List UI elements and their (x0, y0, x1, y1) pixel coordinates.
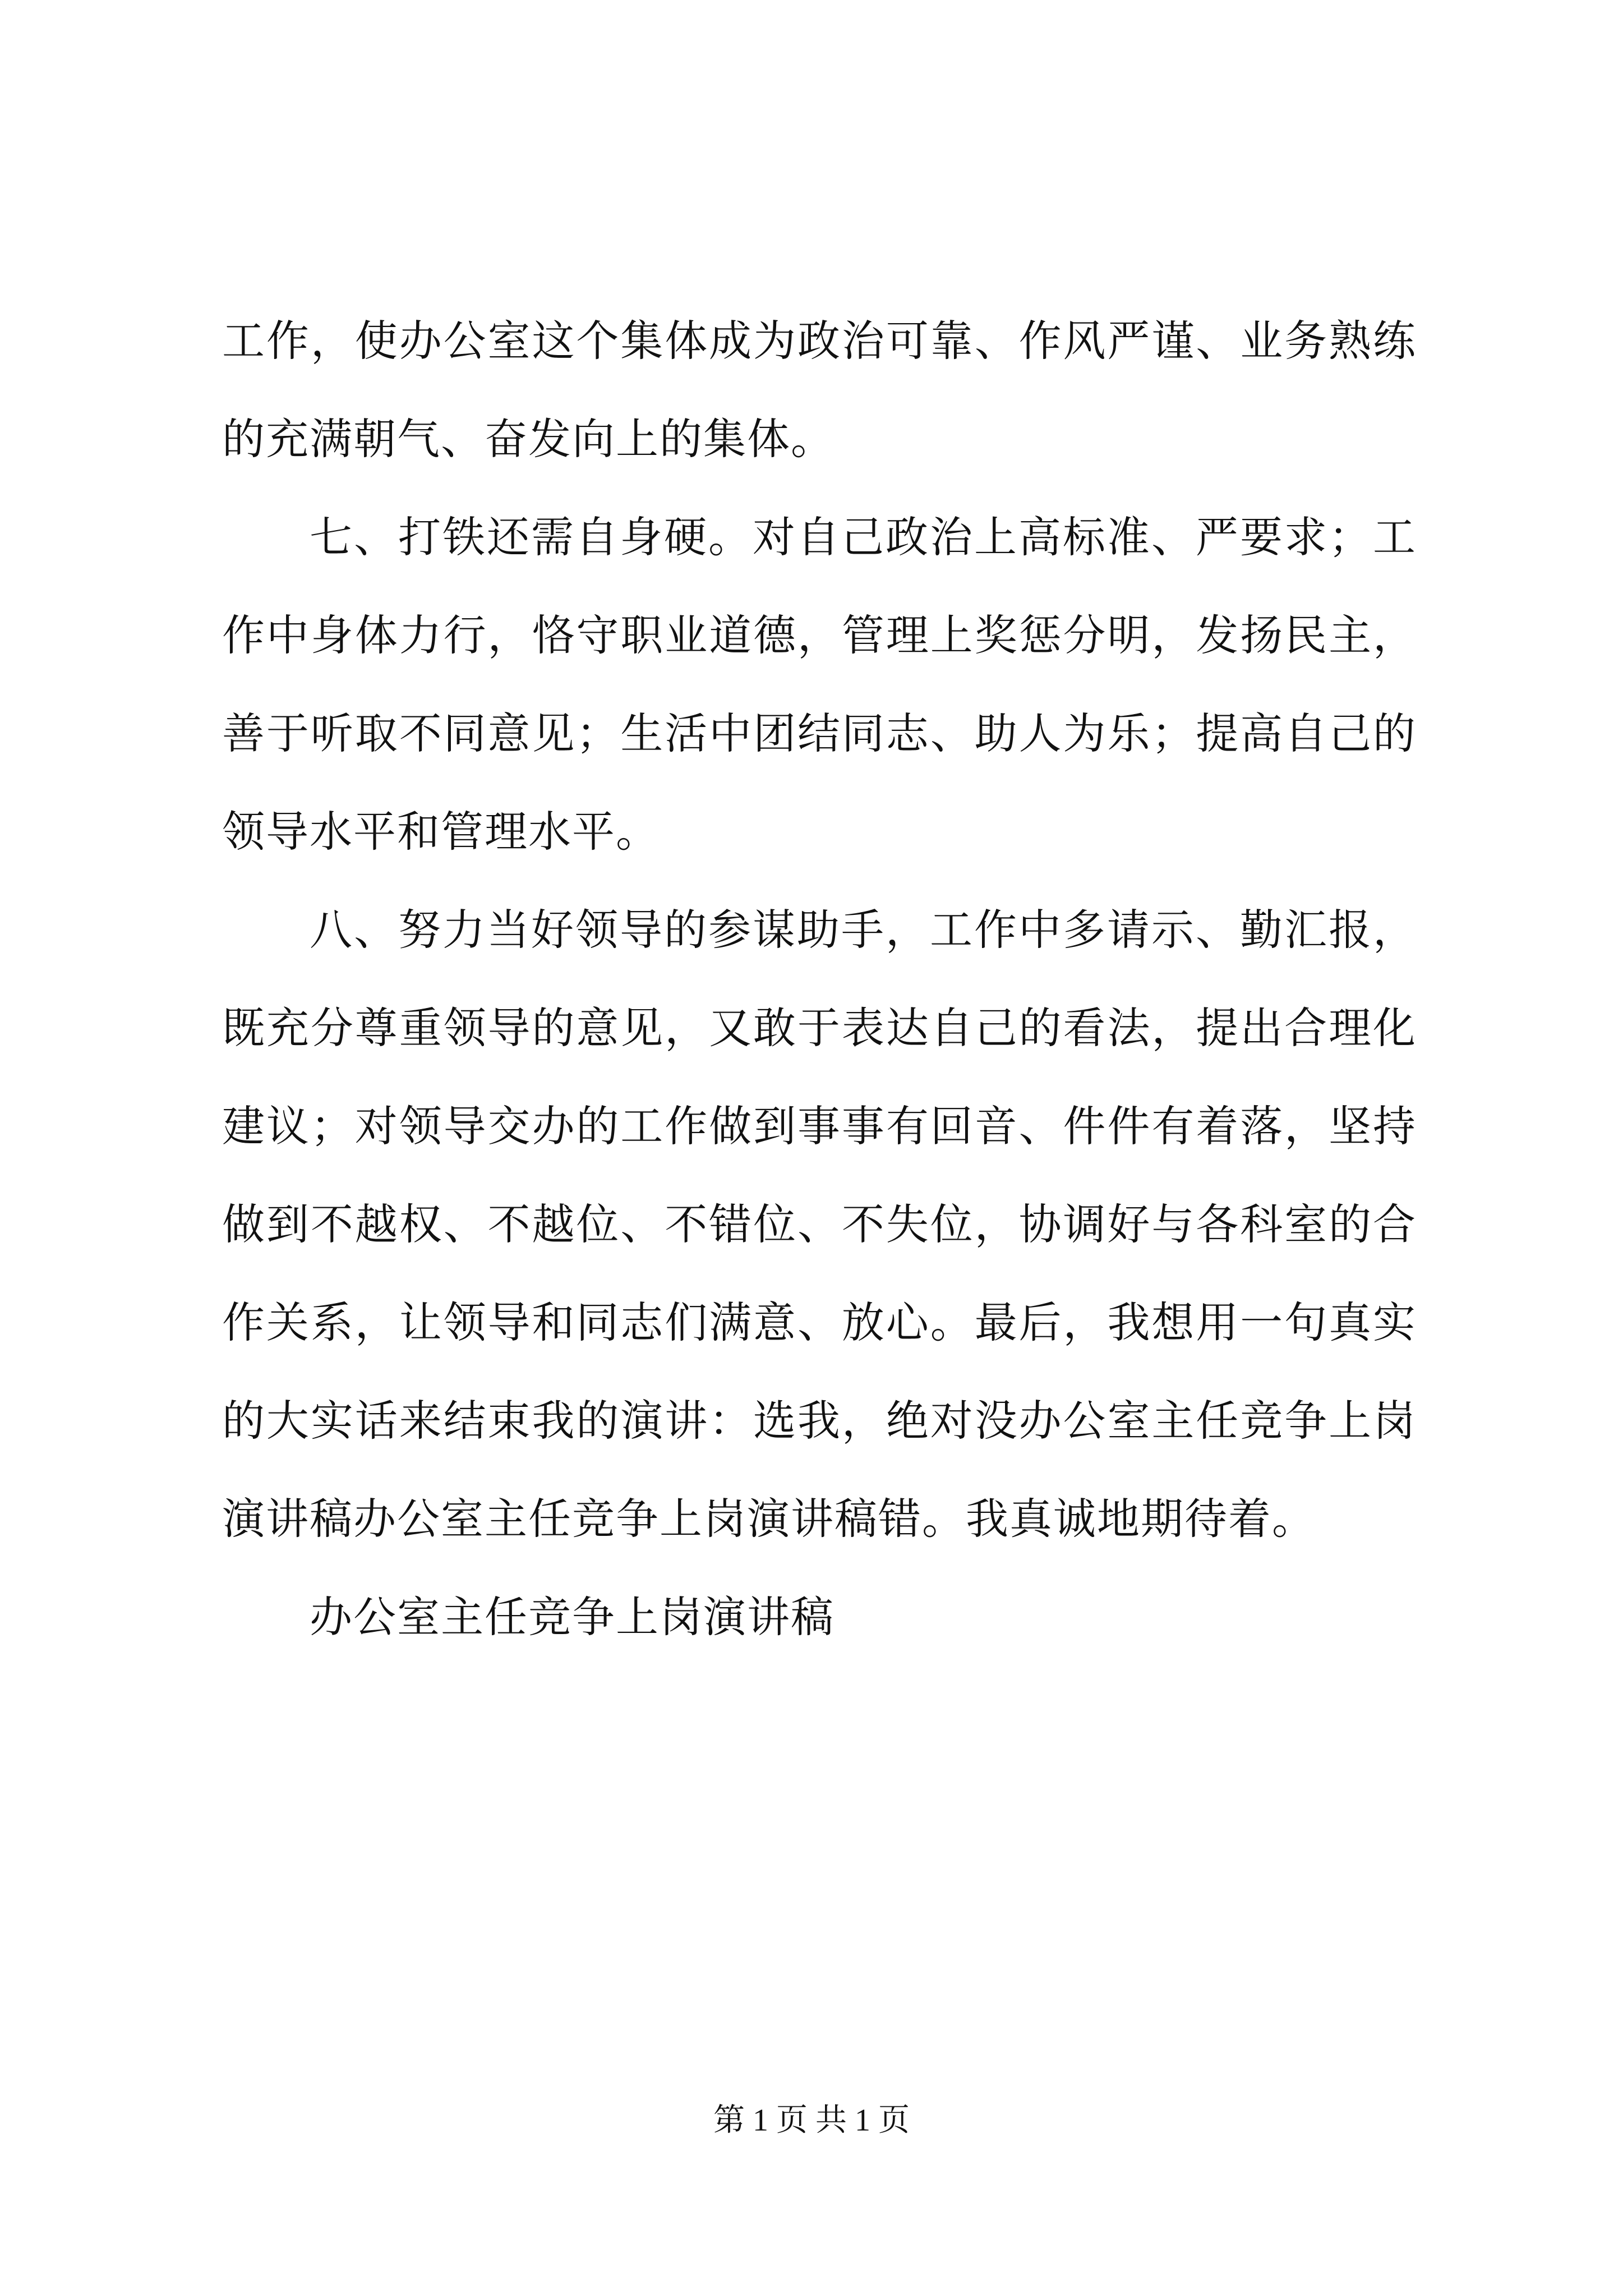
paragraph-continuation: 工作，使办公室这个集体成为政治可靠、作风严谨、业务熟练的充满朝气、奋发向上的集体。 (222, 316, 1417, 464)
paragraph-item-eight: 八、努力当好领导的参谋助手，工作中多请示、勤汇报，既充分尊重领导的意见，又敢于表达自己的看法，提出合理化建议；对领导交办的工作做到事事有回音、件件有着落，坚持做到不越权、不越位、不错位、不失位，协调好与各科室的合作关系，让领导和同志们满意、放心。最后，我想用一句真实的大实话来结束我的演讲：选我，绝对没办公室主任竞争上岗演讲稿办公室主任竞争上岗演讲稿错。我真诚地期待着。 (222, 905, 1417, 1544)
document-body (222, 292, 1417, 1666)
closing-title-line: 办公室主任竞争上岗演讲稿 (310, 1592, 834, 1642)
paragraph-item-seven: 七、打铁还需自身硬。对自己政治上高标准、严要求；工作中身体力行，恪守职业道德，管理上奖惩分明，发扬民主，善于听取不同意见；生活中团结同志、助人为乐；提高自己的领导水平和管理水平。 (222, 512, 1417, 857)
page-number-footer: 第 1 页 共 1 页 (713, 2103, 910, 2138)
